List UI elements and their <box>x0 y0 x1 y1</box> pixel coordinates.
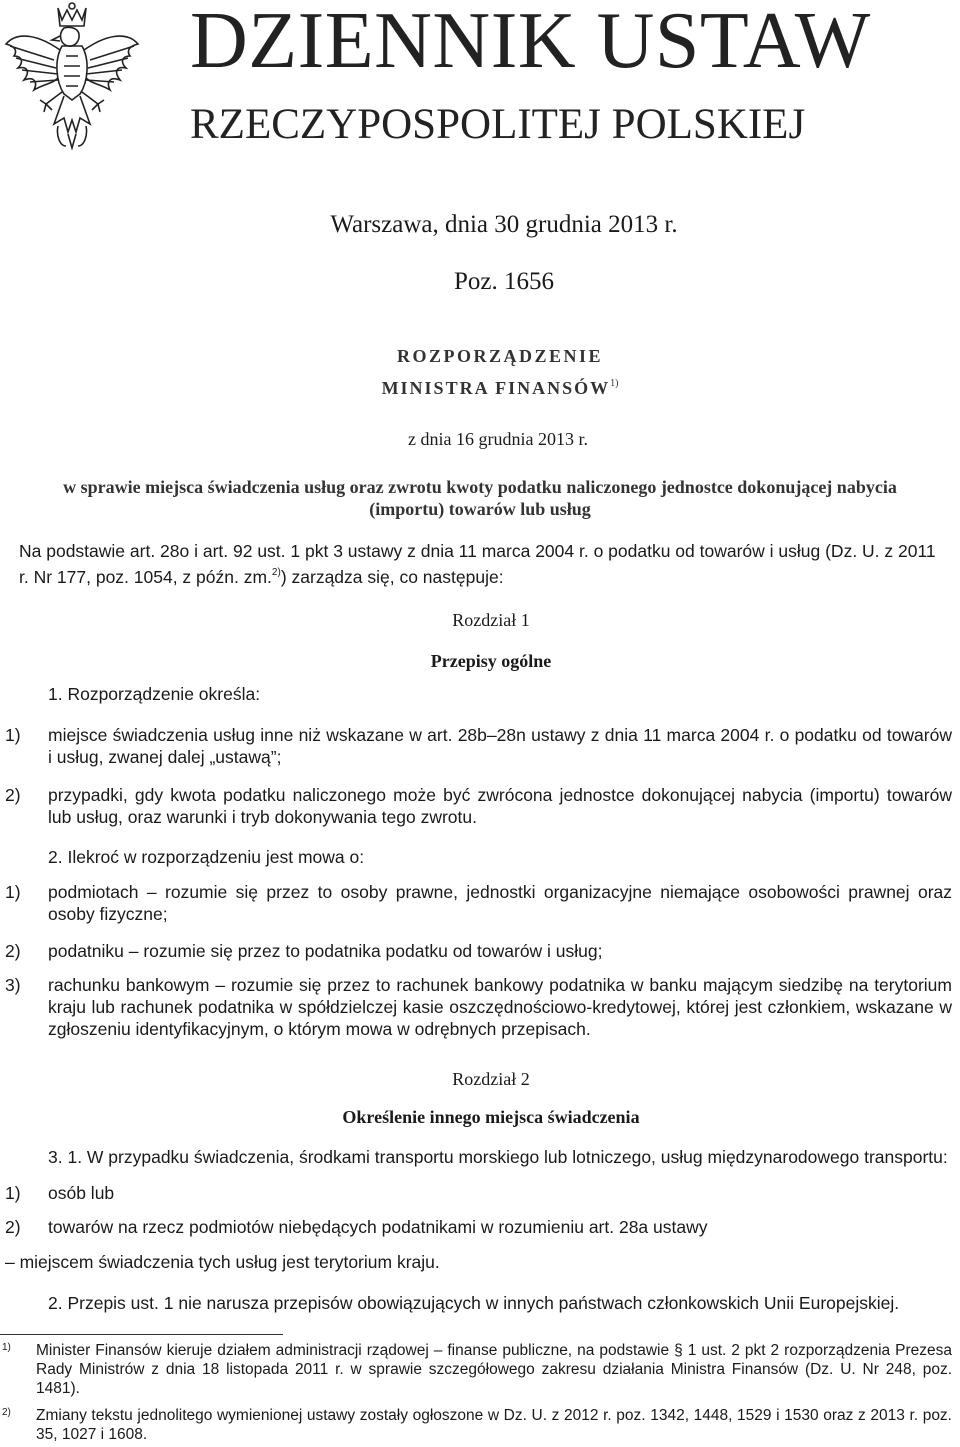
list-item-number: 2) <box>5 1217 21 1237</box>
polish-eagle-emblem-icon <box>0 0 145 150</box>
masthead-title: DZIENNIK USTAW <box>190 0 871 85</box>
chapter-1-title: Przepisy ogólne <box>430 651 552 671</box>
footnote-ref: 2) <box>271 567 281 578</box>
paragraph-3-conclusion: – miejscem świadczenia tych usług jest terytorium kraju. <box>5 1252 440 1272</box>
act-subject: w sprawie miejsca świadczenia usług oraz zwrotu kwoty podatku naliczonego jednostce dokonującej nabycia (importu) towarów lub usług <box>63 477 897 519</box>
paragraph-3-ust-2: 2. Przepis ust. 1 nie narusza przepisów obowiązujących w innych państwach członkowskich Unii Europejskiej. <box>48 1293 900 1313</box>
chapter-2-label: Rozdział 2 <box>452 1069 530 1089</box>
list-item-number: 3) <box>5 975 21 995</box>
list-item-text: przypadki, gdy kwota podatku naliczonego może być zwrócona jednostce dokonującej nabycia (importu) towarów lub usług, oraz warunki i tryb dokonywania tego zwrotu. <box>48 785 952 827</box>
masthead-subtitle: RZECZYPOSPOLITEJ POLSKIEJ <box>190 101 806 148</box>
list-item-text: rachunku bankowym – rozumie się przez to rachunek bankowy podatnika w banku mającym siedzibę na terytorium kraju lub rachunek podatnika w spółdzielczej kasie oszczędnościowo-kredytowej, której jest członkiem, wskazane w zgłoszeniu identyfikacyjnym, o którym mowa w odrębnych przepisach. <box>48 975 952 1039</box>
list-item-number: 2) <box>5 785 21 805</box>
chapter-1-label: Rozdział 1 <box>452 610 530 630</box>
footnote-number: 2) <box>2 1407 11 1418</box>
list-item-text: osób lub <box>48 1183 115 1203</box>
list-item-number: 2) <box>5 941 21 961</box>
act-date: z dnia 16 grudnia 2013 r. <box>408 429 588 449</box>
chapter-2-title: Określenie innego miejsca świadczenia <box>342 1107 640 1127</box>
list-item-number: 1) <box>5 1183 21 1203</box>
footnote-text: Minister Finansów kieruje działem administracji rządowej – finanse publiczne, na podstawie § 1 ust. 2 pkt 2 rozporządzenia Prezesa Rady Ministrów z dnia 18 listopada 2011 r. w sprawie szczegółowego zakresu działania Ministra Finansów (Dz. U. Nr 248, poz. 1481). <box>36 1342 952 1397</box>
list-item-number: 1) <box>5 725 21 745</box>
preamble-text-end: ) zarządza się, co następuje: <box>280 567 504 587</box>
preamble-text: Na podstawie art. 28o i art. 92 ust. 1 pkt 3 ustawy z dnia 11 marca 2004 r. o podatku od towarów i usług (Dz. U. z 2011 r. Nr 177, poz. 1054, z późn. zm. <box>19 541 936 587</box>
publication-date: Warszawa, dnia 30 grudnia 2013 r. <box>330 211 678 238</box>
footnote-number: 1) <box>2 1342 11 1353</box>
paragraph-3-intro: 3. 1. W przypadku świadczenia, środkami transportu morskiego lub lotniczego, usług międzynarodowego transportu: <box>48 1147 948 1167</box>
list-item-text: podatniku – rozumie się przez to podatnika podatku od towarów i usług; <box>48 941 603 961</box>
act-type: ROZPORZĄDZENIE <box>396 346 604 366</box>
paragraph-2-intro: 2. Ilekroć w rozporządzeniu jest mowa o: <box>48 847 365 867</box>
list-item-text: towarów na rzecz podmiotów niebędących podatnikami w rozumieniu art. 28a ustawy <box>48 1217 708 1237</box>
paragraph-1-intro: 1. Rozporządzenie określa: <box>48 684 261 704</box>
footnote-divider <box>0 1334 283 1335</box>
list-item-text: miejsce świadczenia usług inne niż wskazane w art. 28b–28n ustawy z dnia 11 marca 2004 r. o podatku od towarów i usług, zwanej dalej „ustawą”; <box>48 725 952 767</box>
position-number: Poz. 1656 <box>454 268 554 295</box>
list-item-number: 1) <box>5 882 21 902</box>
footnote-text: Zmiany tekstu jednolitego wymienionej ustawy zostały ogłoszone w Dz. U. z 2012 r. poz. 1342, 1448, 1529 i 1530 oraz z 2013 r. poz. 35, 1027 i 1608. <box>36 1407 952 1443</box>
preamble <box>19 540 949 588</box>
footnote-ref: 1) <box>610 378 619 389</box>
list-item-text: podmiotach – rozumie się przez to osoby prawne, jednostki organizacyjne niemające osobowości prawnej oraz osoby fizyczne; <box>48 882 952 924</box>
act-issuer-text: MINISTRA FINANSÓW <box>381 378 611 398</box>
act-issuer <box>0 378 960 399</box>
